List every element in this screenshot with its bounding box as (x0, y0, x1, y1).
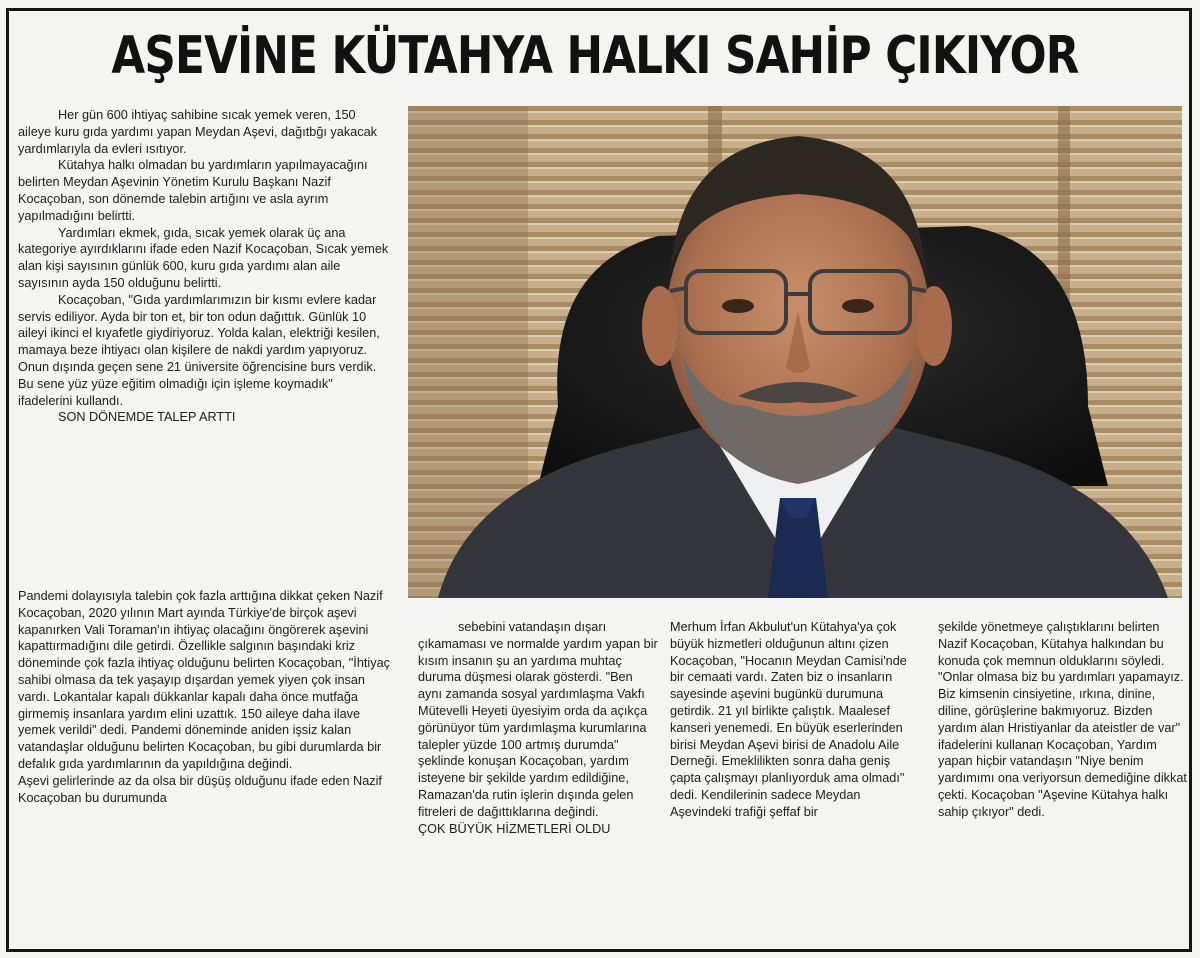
paragraph: sebebini vatandaşın dışarı çıkamaması ve normalde yardım yapan bir kısım insanın şu an yardıma muhtaç duruma düşmesi olarak gösterdi. "Ben aynı zamanda sosyal yardımlaşma Vakfı Mütevelli Heyeti üyesiyim orda da açıkça görünüyor tüm yardımlaşma kurumlarına talepler yüzde 100 artmış durumda" şeklinde konuşan Kocaçoban, yardım isteyene bir şekilde yardım edildiğine, Ramazan'da rutin işlerin dışında gelen fitreleri de dağıttıklarına değindi. (418, 620, 658, 819)
paragraph: Her gün 600 ihtiyaç sahibine sıcak yemek veren, 150 aileye kuru gıda yardımı yapan Meydan Aşevi, dağıtbğı yakacak yardımlarıyla da evleri ısıtıyor. (18, 108, 377, 156)
subheading: SON DÖNEMDE TALEP ARTTI (58, 410, 236, 425)
paragraph: Merhum İrfan Akbulut'un Kütahya'ya çok büyük hizmetleri olduğunun altını çizen Kocaçoban, "Hocanın Meydan Camisi'nde bir cemaati vardı. Zaten biz o insanların sayesinde aşevini bugünkü durumuna getirdik. 21 yıl birlikte çalıştık. Maalesef kanseri yenemedi. En büyük eserlerinden birisi Meydan Aşevi birisi de Anadolu Aile Derneği. Emeklilikten sonra daha geniş çapta çalışmayı planlıyorduk ama olmadı" dedi. Kendilerinin sadece Meydan Aşevindeki trafiği şeffaf bir (670, 620, 907, 819)
article-column-3 (670, 619, 918, 821)
paragraph: Aşevi gelirlerinde az da olsa bir düşüş olduğunu ifade eden Nazif Kocaçoban bu durumunda (18, 773, 382, 805)
article-column-1 (18, 107, 390, 426)
paragraph: şekilde yönetmeye çalıştıklarını belirten Nazif Kocaçoban, Kütahya halkından bu konuda çok memnun olduklarını söyledi. "Onlar olmasa biz bu yardımları yapamayız. Biz kimsenin cinsiyetine, ırkına, dinine, diline, görüşlerine bakmıyoruz. Bizden yardım alan Hristiyanlar da ateistler de var" ifadelerini kullanan Kocaçoban, Yardım yapan hiçbir vatandaşın "Niye benim yardımımı ona veriyorsun demediğine dikkat çekti. Kocaçoban "Aşevine Kütahya halkı sahip çıkıyor" dedi. (938, 620, 1187, 819)
subheading: ÇOK BÜYÜK HİZMETLERİ OLDU (418, 821, 611, 836)
article-column-2 (418, 619, 660, 837)
article-column-4 (938, 619, 1188, 821)
article-headline: AŞEVİNE KÜTAHYA HALKI SAHİP ÇIKIYOR (111, 26, 1079, 86)
paragraph: Kütahya halkı olmadan bu yardımların yapılmayacağını belirten Meydan Aşevinin Yönetim Kurulu Başkanı Nazif Kocaçoban, son dönemde talebin artığını ve asla ayrım yapılmadığını belirtti. (18, 158, 368, 223)
paragraph: Kocaçoban, "Gıda yardımlarımızın bir kısmı evlere kadar servis ediliyor. Ayda bir ton et, bir ton odun dağıttık. Günlük 10 aileyi ikinci el kıyafetle giydiriyoruz. Yolda kalan, elektriği kesilen, mamaya beze ihtiyacı olan kişilere de nakdi yardım yapıyoruz. Onun dışında geçen sene 21 üniversite öğrencisine burs verdik. Bu sene yüz yüze eğitim olmadığı için işleme koymadık" ifadelerini kullandı. (18, 292, 380, 408)
article-photo (408, 106, 1182, 598)
portrait-image (408, 106, 1182, 598)
article-column-1-continued (18, 588, 390, 806)
paragraph: Yardımları ekmek, gıda, sıcak yemek olarak üç ana kategoriye ayırdıklarını ifade eden Nazif Kocaçoban, Sıcak yemek alan kişi sayısının günlük 600, kuru gıda yardımı alan aile sayısının ayda 150 olduğunu belirtti. (18, 225, 389, 290)
paragraph: Pandemi dolayısıyla talebin çok fazla arttığına dikkat çeken Nazif Kocaçoban, 2020 yılının Mart ayında Türkiye'de birçok aşevi kapanırken Vali Toraman'ın ihtiyaç olacağını öngörerek aşevini kapattırmadığını dile getirdi. Özellikle salgının başındaki kriz döneminde çok fazla ihtiyaç olduğunu belirten Kocaçoban, "İhtiyaç sahibi olmasa da tek yaşayıp dışardan yemek yiyen çok insan vardı. Lokantalar kapalı dükkanlar kapalı daha önce mutfağa girmemiş insanlara yardım elini uzattık. 150 aileye daha ilave yemek verildi" dedi. Pandemi döneminde aniden işsiz kalan vatandaşlar olduğunu belirten Kocaçoban, bu gibi durumlarda bir defalık gıda yardımlarının da yapıldığına değindi. (18, 589, 390, 771)
